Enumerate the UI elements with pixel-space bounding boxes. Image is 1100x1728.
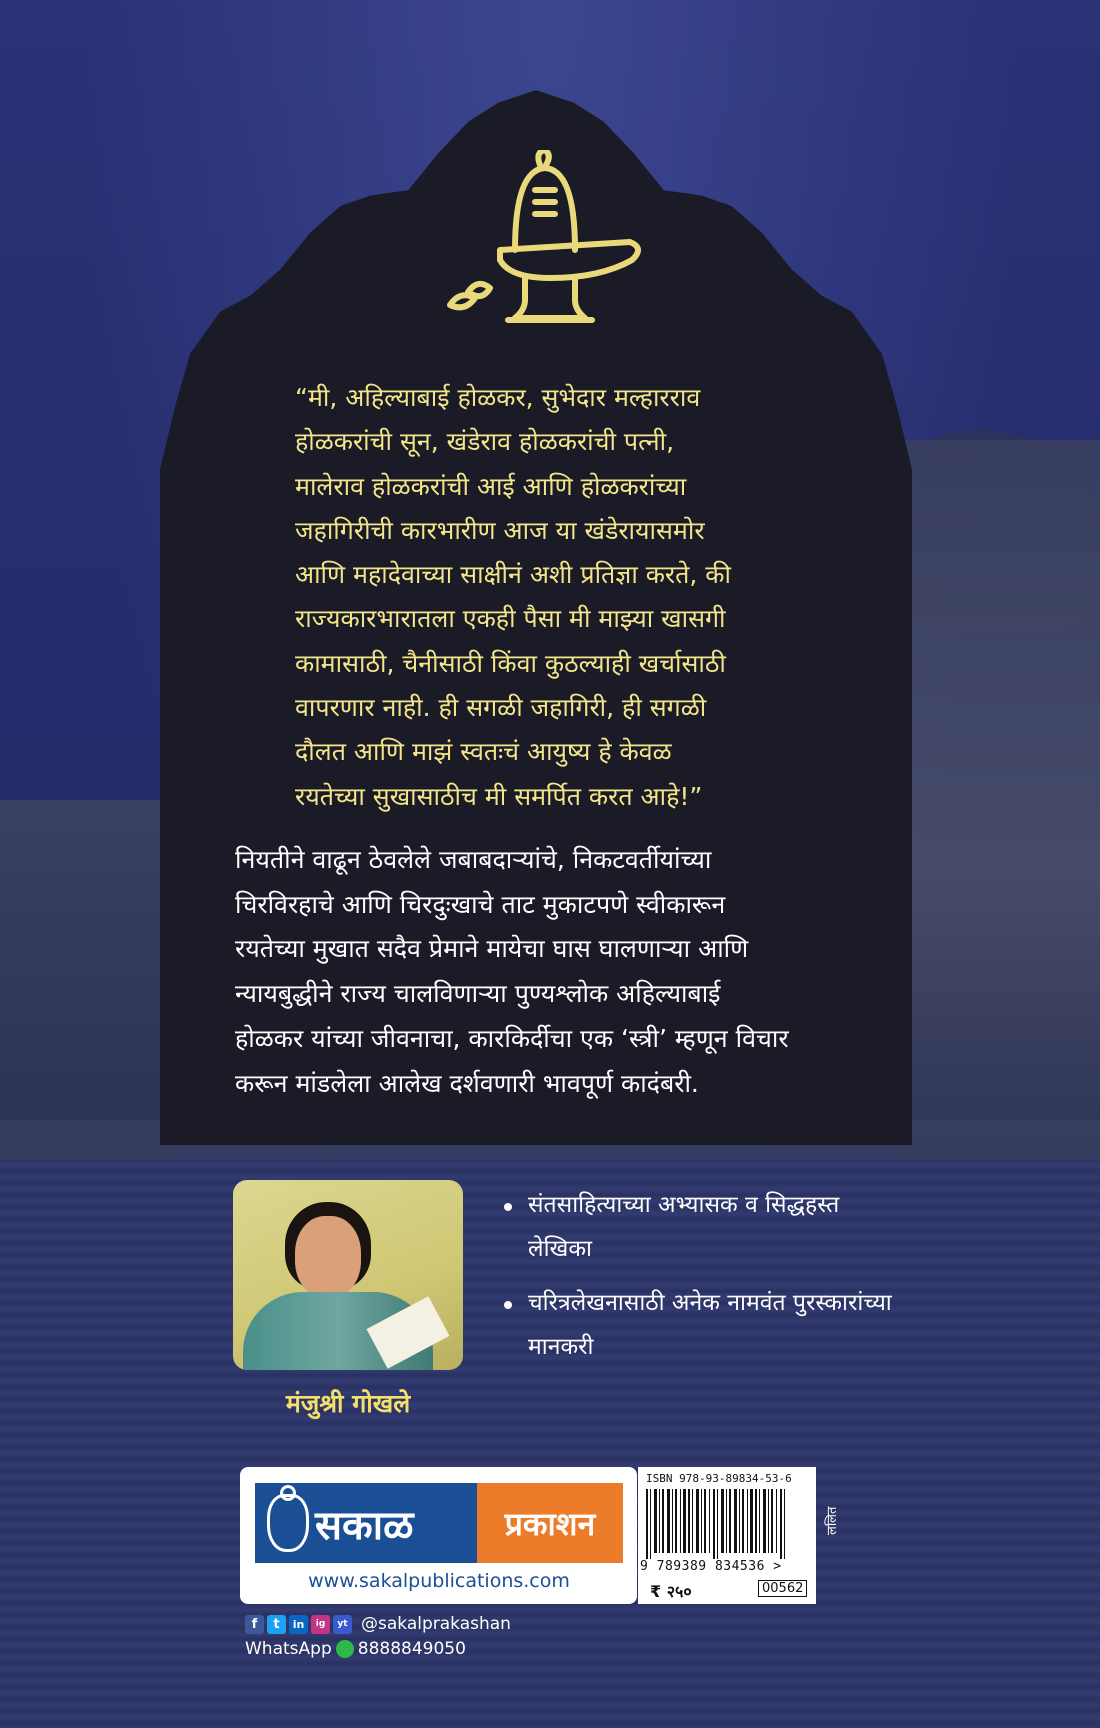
blurb-line: होळकर यांच्या जीवनाचा, कारकिर्दीचा एक ‘स्त्री’ म्हणून विचार <box>235 1023 789 1053</box>
barcode-number: 9 789389 834536 > <box>640 1559 782 1574</box>
publisher-name-blue: सकाळ <box>315 1502 414 1549</box>
sakal-emblem-icon <box>267 1494 309 1552</box>
publisher-url[interactable]: www.sakalpublications.com <box>308 1570 570 1592</box>
price-label: ₹ २५० <box>650 1582 692 1601</box>
linkedin-icon[interactable]: in <box>289 1615 308 1634</box>
blurb-line: न्यायबुद्धीने राज्य चालविणाऱ्या पुण्यश्लोक अहिल्याबाई <box>235 979 721 1009</box>
whatsapp-label: WhatsApp <box>245 1639 332 1659</box>
social-links <box>245 1614 511 1634</box>
shivling-icon <box>440 150 660 350</box>
category-label: ललित <box>825 1506 840 1535</box>
publisher-logo <box>255 1483 623 1563</box>
barcode-block <box>638 1467 816 1604</box>
quote-line: वापरणार नाही. ही सगळी जहागिरी, ही सगळी <box>295 693 707 723</box>
whatsapp-icon <box>336 1640 354 1658</box>
whatsapp-contact <box>245 1639 466 1659</box>
quote-line: होळकरांची सून, खंडेराव होळकरांची पत्नी, <box>295 427 675 457</box>
social-handle[interactable]: @sakalprakashan <box>361 1614 511 1634</box>
instagram-icon[interactable]: ig <box>311 1615 330 1634</box>
publisher-name-orange: प्रकाशन <box>504 1504 596 1543</box>
quote-line: दौलत आणि माझं स्वतःचं आयुष्य हे केवळ <box>295 737 672 767</box>
youtube-icon[interactable]: yt <box>333 1615 352 1634</box>
background-palace-left <box>0 800 170 1160</box>
background-fort-right <box>900 440 1100 1160</box>
book-blurb <box>235 838 853 1106</box>
quote-line: आणि महादेवाच्या साक्षीनं अशी प्रतिज्ञा करते, की <box>295 560 731 590</box>
blurb-line: चिरविरहाचे आणि चिरदुःखाचे ताट मुकाटपणे स्वीकारून <box>235 889 726 919</box>
whatsapp-number[interactable]: 8888849050 <box>357 1639 466 1659</box>
isbn-text: ISBN 978-93-89834-53-6 <box>646 1472 792 1485</box>
quote-line: कामासाठी, चैनीसाठी किंवा कुठल्याही खर्चासाठी <box>295 648 726 678</box>
blurb-line: रयतेच्या मुखात सदैव प्रेमाने मायेचा घास घालणाऱ्या आणि <box>235 934 749 964</box>
vow-quote <box>295 376 790 819</box>
blurb-line: करून मांडलेला आलेख दर्शवणारी भावपूर्ण कादंबरी. <box>235 1068 699 1098</box>
publisher-block <box>240 1467 637 1604</box>
facebook-icon[interactable]: f <box>245 1615 264 1634</box>
quote-line: “मी, अहिल्याबाई होळकर, सुभेदार मल्हारराव <box>295 383 701 412</box>
product-code: 00562 <box>758 1580 807 1597</box>
twitter-icon[interactable]: t <box>267 1615 286 1634</box>
barcode-icon <box>646 1489 796 1559</box>
author-name: मंजुश्री गोखले <box>285 1389 411 1418</box>
author-credentials <box>500 1183 900 1379</box>
credential-item: संतसाहित्याच्या अभ्यासक व सिद्धहस्त लेखिका <box>500 1183 900 1271</box>
quote-line: जहागिरीची कारभारीण आज या खंडेरायासमोर <box>295 515 705 545</box>
blurb-line: नियतीने वाढून ठेवलेले जबाबदाऱ्यांचे, निकटवर्तीयांच्या <box>235 845 712 874</box>
author-photo <box>233 1180 463 1370</box>
quote-line: रयतेच्या सुखासाठीच मी समर्पित करत आहे!” <box>295 781 703 811</box>
quote-line: राज्यकारभारातला एकही पैसा मी माझ्या खासगी <box>295 604 726 634</box>
quote-line: मालेराव होळकरांची आई आणि होळकरांच्या <box>295 471 687 501</box>
credential-item: चरित्रलेखनासाठी अनेक नामवंत पुरस्कारांच्या मानकरी <box>500 1281 900 1369</box>
